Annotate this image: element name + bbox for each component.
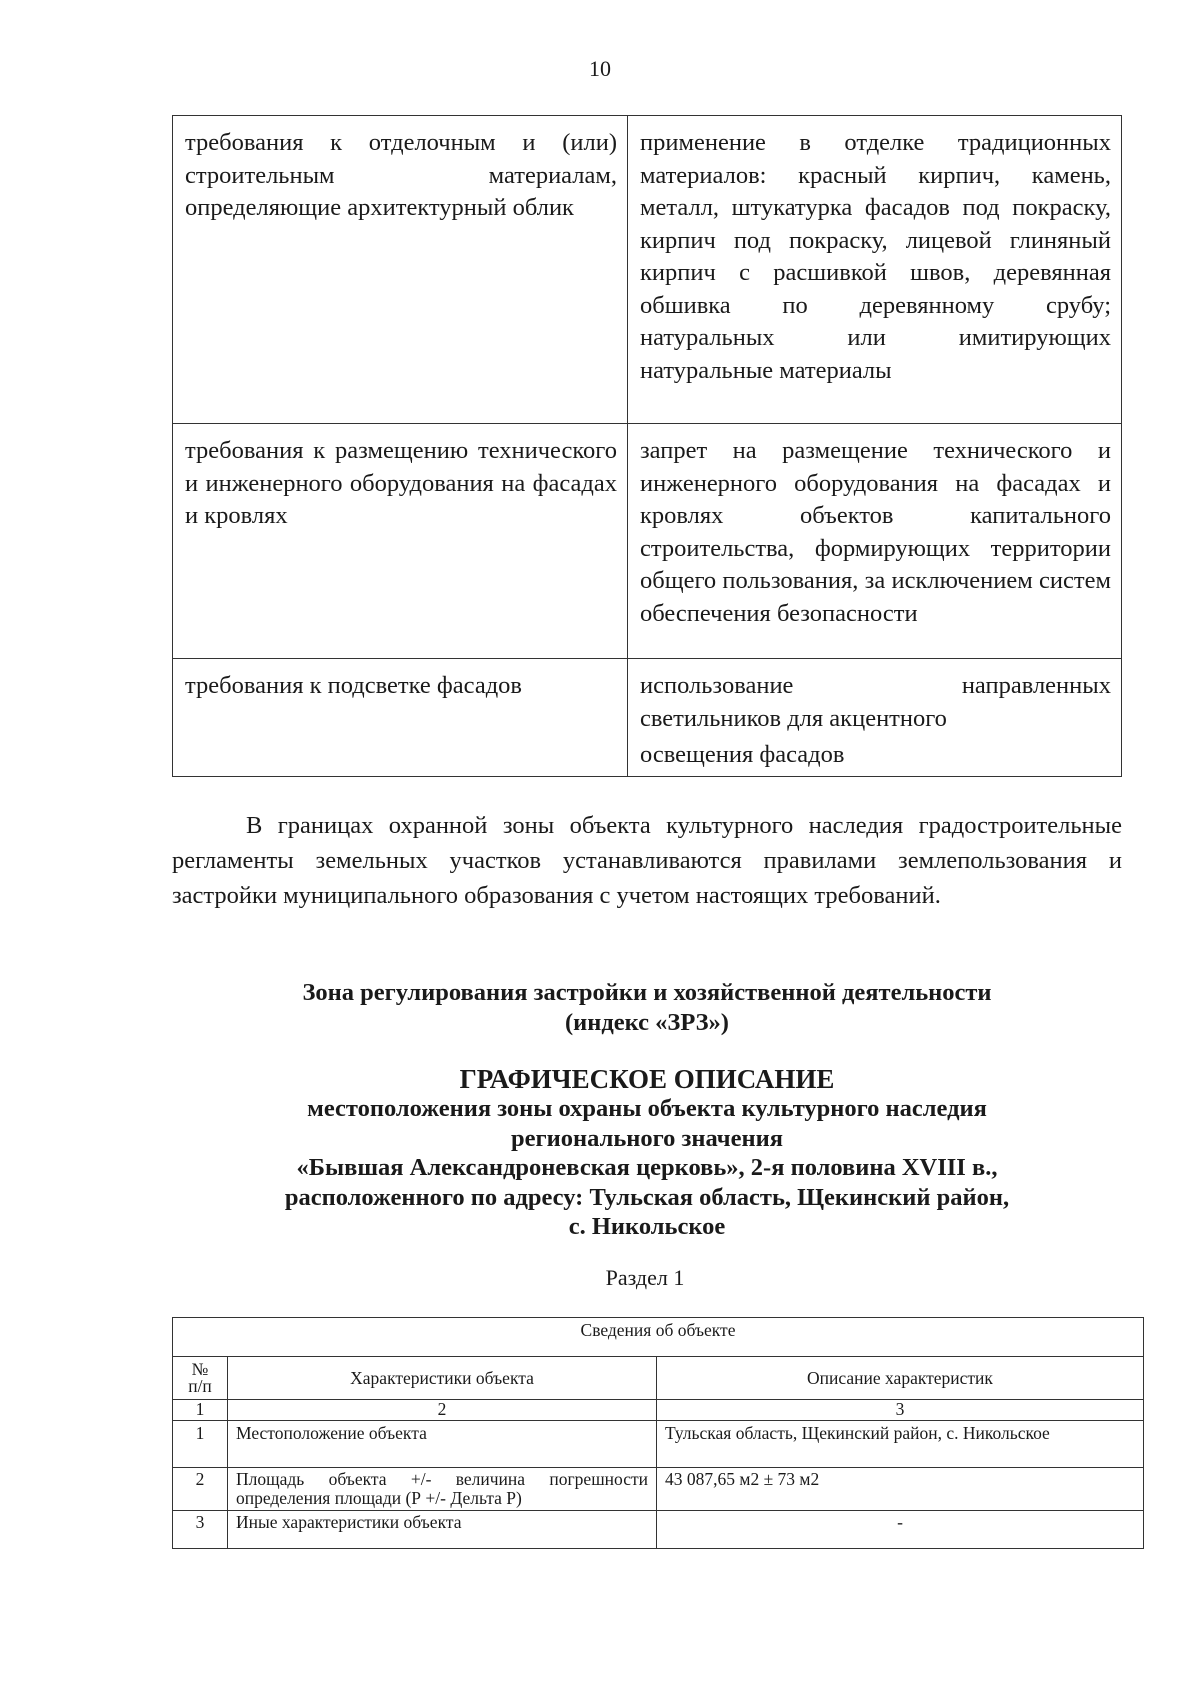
description-cell	[628, 659, 1122, 777]
requirement-cell: требования к отделочным и (или) строительным материалам, определяющие архитектурный облик	[173, 116, 628, 424]
column-number-row	[173, 1400, 1144, 1421]
table-row	[173, 1468, 1144, 1511]
column-number: 3	[657, 1400, 1144, 1421]
subtitle-line: с. Никольское	[568, 1213, 726, 1240]
page-number: 10	[589, 56, 611, 81]
row-description: Тульская область, Щекинский район, с. Никольское	[657, 1421, 1144, 1468]
row-description: -	[657, 1511, 1144, 1549]
table-title-row	[173, 1318, 1144, 1357]
table-title: Сведения об объекте	[173, 1318, 1144, 1357]
section-label: Раздел 1	[605, 1265, 685, 1290]
row-characteristic: Иные характеристики объекта	[228, 1511, 657, 1549]
description-line: светильников для акцентного	[640, 704, 947, 732]
table-row	[173, 424, 1122, 659]
graphic-description-title: ГРАФИЧЕСКОЕ ОПИСАНИЕ	[459, 1064, 835, 1094]
header-description: Описание характеристик	[657, 1357, 1144, 1400]
subtitle-line: расположенного по адресу: Тульская область, Щекинский район,	[284, 1183, 1010, 1211]
row-characteristic: Местоположение объекта	[228, 1421, 657, 1468]
subtitle-line: регионального значения	[511, 1124, 783, 1152]
graphic-description-subtitle	[172, 1094, 1122, 1242]
body-paragraph: В границах охранной зоны объекта культурного наследия градостроительные регламенты земельных участков устанавливаются правилами землепользования и застройки муниципального образования с учетом настоящих требований.	[172, 812, 1122, 909]
row-num: 2	[173, 1468, 228, 1511]
row-characteristic: Площадь объекта +/- величина погрешности определения площади (Р +/- Дельта Р)	[228, 1468, 657, 1511]
subtitle-line: местоположения зоны охраны объекта культурного наследия	[307, 1095, 987, 1122]
zone-title-line: Зона регулирования застройки и хозяйственной деятельности	[302, 979, 992, 1006]
table-row	[173, 1511, 1144, 1549]
header-num	[173, 1357, 228, 1400]
header-characteristic: Характеристики объекта	[228, 1357, 657, 1400]
column-number: 1	[173, 1400, 228, 1421]
header-num-sign: №	[191, 1359, 209, 1379]
requirements-table	[172, 115, 1122, 777]
row-num: 3	[173, 1511, 228, 1549]
requirement-cell: требования к размещению технического и инженерного оборудования на фасадах и кровлях	[173, 424, 628, 659]
table-row	[173, 1421, 1144, 1468]
column-number: 2	[228, 1400, 657, 1421]
description-cell: запрет на размещение технического и инженерного оборудования на фасадах и кровлях объектов капитального строительства, формирующих территории общего пользования, за исключением систем обеспечения безопасности	[628, 424, 1122, 659]
description-line: использование направленных	[640, 672, 1111, 699]
description-line: освещения фасадов	[640, 741, 845, 768]
zone-title	[172, 978, 1122, 1038]
table-header-row	[173, 1357, 1144, 1400]
table-row	[173, 659, 1122, 777]
requirement-cell: требования к подсветке фасадов	[173, 659, 628, 777]
zone-title-index: (индекс «ЗРЗ»)	[565, 1009, 729, 1036]
row-num: 1	[173, 1421, 228, 1468]
header-num-abbr: п/п	[188, 1376, 212, 1396]
table-row	[173, 116, 1122, 424]
subtitle-line: «Бывшая Александроневская церковь», 2-я половина XVIII в.,	[296, 1154, 998, 1181]
description-cell: применение в отделке традиционных материалов: красный кирпич, камень, металл, штукатурка фасадов под покраску, кирпич под покраску, лицевой глиняный кирпич с расшивкой швов, деревянная обшивка по деревянному срубу; натуральных или имитирующих натуральные материалы	[628, 116, 1122, 424]
row-description: 43 087,65 м2 ± 73 м2	[657, 1468, 1144, 1511]
object-info-table	[172, 1317, 1144, 1549]
